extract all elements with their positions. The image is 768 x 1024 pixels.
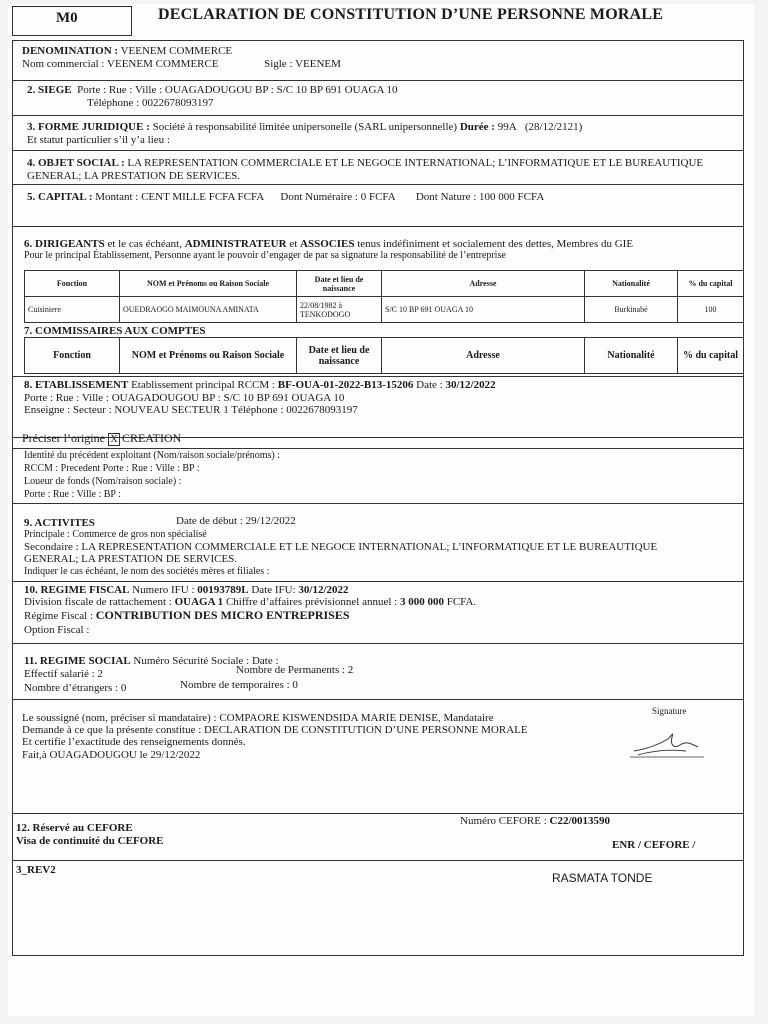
objet-social-line: 4. OBJET SOCIAL : LA REPRESENTATION COMMERCIALE ET LE NEGOCE INTERNATIONAL; L’INFORMATIQUE ET LE BUREAUTIQUE bbox=[27, 157, 704, 169]
table-row bbox=[25, 297, 744, 323]
col-header: Nationalité bbox=[585, 271, 678, 297]
cefore-title: 12. Réservé au CEFORE bbox=[16, 822, 133, 834]
forme-juridique-line: 3. FORME JURIDIQUE : Société à responsabilité limitée unipersonelle (SARL unipersonnelle) Durée : 99A (28/12/2121) bbox=[27, 121, 583, 133]
divider bbox=[12, 860, 744, 861]
etablissement-address: Porte : Rue : Ville : OUAGADOUGOU BP : S/C 10 BP 691 OUAGA 10 bbox=[24, 392, 345, 404]
signature-label: Signature bbox=[652, 706, 687, 716]
col-header: % du capital bbox=[678, 271, 744, 297]
nombre-temporaires: Nombre de temporaires : 0 bbox=[180, 679, 298, 691]
nombre-etrangers: Nombre d’étrangers : 0 bbox=[24, 682, 127, 694]
siege-line: 2. SIEGE Porte : Rue : Ville : OUAGADOUGOU BP : S/C 10 BP 691 OUAGA 10 bbox=[27, 84, 398, 96]
activite-principale: Principale : Commerce de gros non spécialisé bbox=[24, 529, 207, 540]
col-header: NOM et Prénoms ou Raison Sociale bbox=[120, 271, 297, 297]
col-header: Fonction bbox=[25, 338, 120, 374]
signature-scribble bbox=[628, 725, 708, 765]
division-fiscale: Division fiscale de rattachement : OUAGA 1 Chiffre d’affaires prévisionnel annuel : 3 000 000 FCFA. bbox=[24, 596, 477, 608]
cell-fonction: Cuisiniere bbox=[25, 297, 120, 323]
col-header: Date et lieu de naissance bbox=[297, 271, 382, 297]
form-title: DECLARATION DE CONSTITUTION D’UNE PERSONNE MORALE bbox=[158, 6, 664, 23]
divider bbox=[12, 376, 744, 377]
divider bbox=[12, 581, 744, 582]
divider bbox=[12, 80, 744, 81]
commissaires-title: 7. COMMISSAIRES AUX COMPTES bbox=[24, 325, 206, 337]
col-header: Adresse bbox=[382, 271, 585, 297]
col-header: Fonction bbox=[25, 271, 120, 297]
activite-secondaire-line2: GENERAL; LA PRESTATION DE SERVICES. bbox=[24, 553, 238, 565]
divider bbox=[12, 699, 744, 700]
col-header: Adresse bbox=[382, 338, 585, 374]
statut-particulier: Et statut particulier s’il y’a lieu : bbox=[27, 134, 170, 146]
regime-social-line: 11. REGIME SOCIAL Numéro Sécurité Sociale : Date : bbox=[24, 655, 279, 667]
loueur-fonds: Loueur de fonds (Nom/raison sociale) : bbox=[24, 476, 182, 487]
divider bbox=[12, 150, 744, 151]
commissaires-table bbox=[24, 337, 744, 374]
precedent-rccm: RCCM : Precedent Porte : Rue : Ville : BP : bbox=[24, 463, 200, 474]
col-header: NOM et Prénoms ou Raison Sociale bbox=[120, 338, 297, 374]
divider bbox=[12, 643, 744, 644]
fait-line: Fait,à OUAGADOUGOU le 29/12/2022 bbox=[22, 749, 201, 761]
precedent-exploitant: Identité du précédent exploitant (Nom/raison sociale/prénoms) : bbox=[24, 450, 281, 461]
creation-checkbox[interactable]: X bbox=[108, 433, 120, 446]
activite-secondaire: Secondaire : LA REPRESENTATION COMMERCIALE ET LE NEGOCE INTERNATIONAL; L’INFORMATIQUE ET LE BUREAUTIQUE bbox=[24, 541, 658, 553]
enr-cefore: ENR / CEFORE / bbox=[612, 839, 696, 851]
dirigeants-title: 6. DIRIGEANTS et le cas échéant, ADMINISTRATEUR et ASSOCIES tenus indéfiniment et socialement des dettes, Membres du GIE bbox=[24, 238, 634, 250]
agent-name: RASMATA TONDE bbox=[552, 871, 653, 885]
certifie-line: Et certifie l’exactitude des renseignements donnés. bbox=[22, 736, 246, 748]
revision-code: 3_REV2 bbox=[16, 864, 56, 876]
cell-nationalite: Burkinabé bbox=[585, 297, 678, 323]
etablissement-line: 8. ETABLISSEMENT Etablissement principal RCCM : BF-OUA-01-2022-B13-15206 Date : 30/12/2022 bbox=[24, 379, 496, 391]
divider bbox=[12, 503, 744, 504]
cell-adresse: S/C 10 BP 691 OUAGA 10 bbox=[382, 297, 585, 323]
dirigeants-subtitle: Pour le principal Établissement, Personne ayant le pouvoir d’engager de par sa signature la responsabilité de l’entreprise bbox=[24, 250, 506, 261]
cell-nom: OUEDRAOGO MAIMOUNA AMINATA bbox=[120, 297, 297, 323]
nombre-permanents: Nombre de Permanents : 2 bbox=[236, 664, 354, 676]
demande-line: Demande à ce que la présente constitue : DECLARATION DE CONSTITUTION D’UNE PERSONNE MORALE bbox=[22, 724, 528, 736]
divider bbox=[12, 813, 744, 814]
dirigeants-table bbox=[24, 270, 744, 323]
divider bbox=[12, 226, 744, 227]
cefore-visa: Visa de continuité du CEFORE bbox=[16, 835, 164, 847]
cefore-number: Numéro CEFORE : C22/0013590 bbox=[460, 815, 611, 827]
cell-capital: 100 bbox=[678, 297, 744, 323]
regime-fiscal-line: 10. REGIME FISCAL Numero IFU : 00193789L Date IFU: 30/12/2022 bbox=[24, 584, 349, 596]
divider bbox=[12, 184, 744, 185]
activites-title: 9. ACTIVITES bbox=[24, 517, 95, 529]
capital-line: 5. CAPITAL : Montant : CENT MILLE FCFA FCFA Dont Numéraire : 0 FCFA Dont Nature : 100 000 FCFA bbox=[27, 191, 545, 203]
cell-naissance: 22/08/1982 à TENKODOGO bbox=[297, 297, 382, 323]
etablissement-enseigne: Enseigne : Secteur : NOUVEAU SECTEUR 1 Téléphone : 0022678093197 bbox=[24, 404, 358, 416]
soussigne-line: Le soussigné (nom, préciser si mandataire) : COMPAORE KISWENDSIDA MARIE DENISE, Mandataire bbox=[22, 712, 494, 724]
siege-phone: Téléphone : 0022678093197 bbox=[87, 97, 214, 109]
col-header: Nationalité bbox=[585, 338, 678, 374]
effectif-salarie: Effectif salarié : 2 bbox=[24, 668, 103, 680]
societes-meres: Indiquer le cas échéant, le nom des sociétés mères et filiales : bbox=[24, 566, 270, 577]
denomination-line: DENOMINATION : VEENEM COMMERCE bbox=[22, 45, 233, 57]
commercial-name-line: Nom commercial : VEENEM COMMERCE Sigle : VEENEM bbox=[22, 58, 341, 70]
divider bbox=[12, 115, 744, 116]
objet-social-line2: GENERAL; LA PRESTATION DE SERVICES. bbox=[27, 170, 241, 182]
col-header: Date et lieu de naissance bbox=[297, 338, 382, 374]
form-code: M0 bbox=[56, 10, 78, 26]
activites-date-debut: Date de début : 29/12/2022 bbox=[176, 515, 296, 527]
divider bbox=[12, 448, 744, 449]
regime-fiscal-value: Régime Fiscal : CONTRIBUTION DES MICRO ENTREPRISES bbox=[24, 608, 350, 622]
origine-line: Préciser l’origine X CREATION bbox=[22, 431, 182, 445]
option-fiscal: Option Fiscal : bbox=[24, 624, 90, 636]
col-header: % du capital bbox=[678, 338, 744, 374]
precedent-address: Porte : Rue : Ville : BP : bbox=[24, 489, 121, 500]
